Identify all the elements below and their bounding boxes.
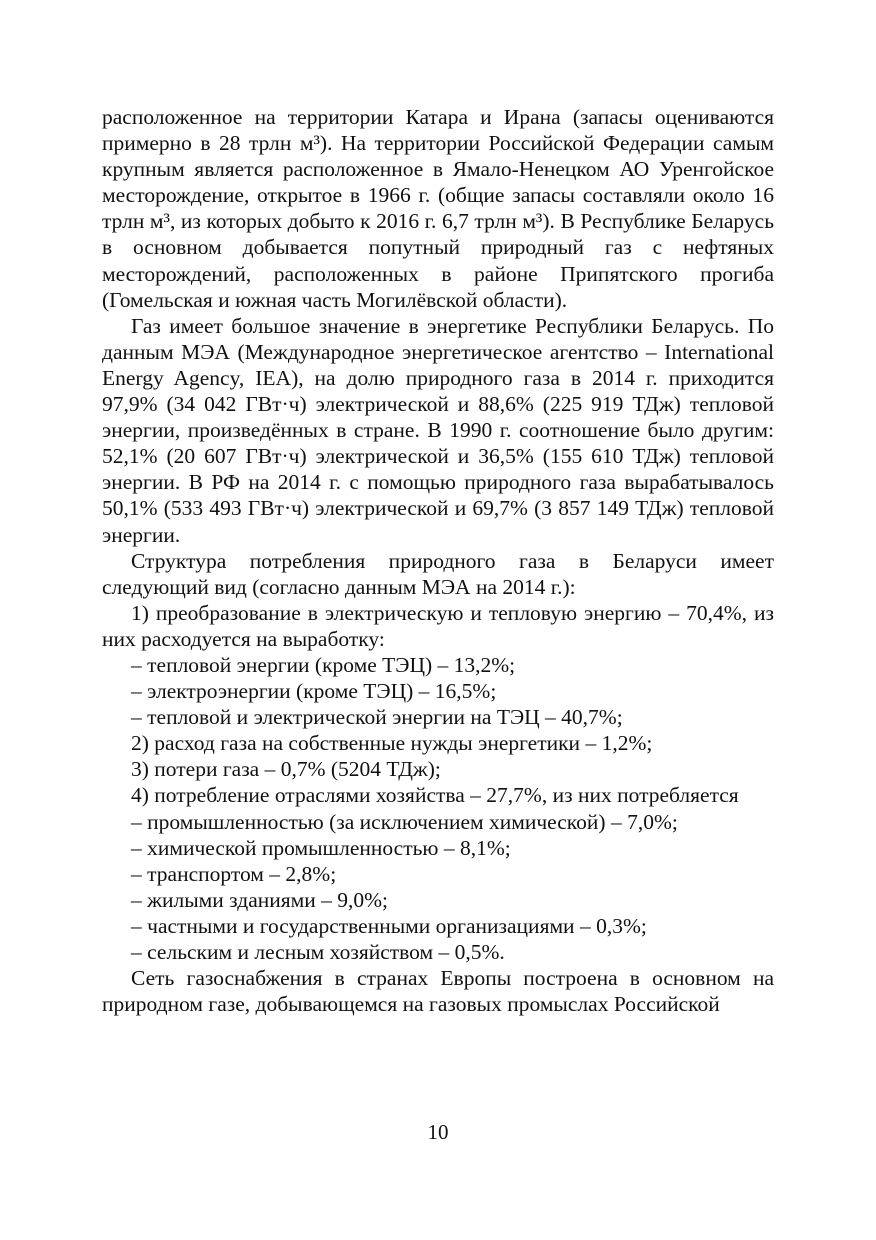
list-subitem-agriculture: – сельским и лесным хозяйством – 0,5%. <box>131 940 505 964</box>
list-subitem-transport: – транспортом – 2,8%; <box>131 861 337 886</box>
list-item-sectors: 4) потребление отраслями хозяйства – 27,7%, из них потребляется <box>131 783 739 808</box>
list-subitem-chemical: – химической промышленностью – 8,1%; <box>131 835 511 860</box>
list-item-losses: 3) потери газа – 0,7% (5204 ТДж); <box>131 757 441 782</box>
list-subitem-industry: – промышленностью (за исключением химической) – 7,0%; <box>131 809 678 834</box>
paragraph-europe-network: Сеть газоснабжения в странах Европы построена в основном на природном газе, добывающемся на газовых промыслах Российской <box>102 966 774 1017</box>
list-subitem-chp: – тепловой и электрической энергии на ТЭЦ – 40,7%; <box>131 705 623 730</box>
list-subitem-heat: – тепловой энергии (кроме ТЭЦ) – 13,2%; <box>131 652 516 677</box>
paragraph-consumption-structure: Структура потребления природного газа в Беларуси имеет следующий вид (согласно данным МЭА на 2014 г.): <box>102 548 774 599</box>
list-subitem-organizations: – частными и государственными организациями – 0,3%; <box>131 913 647 938</box>
paragraph-gas-energy-belarus: Газ имеет большое значение в энергетике Республики Беларусь. По данным МЭА (Международное энергетическое агентство – International Energy Agency, IEA), на долю природного газа в 2014 г. приходится 97,9% (34 042 ГВт·ч) электрической и 88,6% (225 919 ТДж) тепловой энергии, произведённых в стране. В 1990 г. соотношение было другим: 52,1% (20 607 ГВт·ч) электрической и 36,5% (155 610 ТДж) тепловой энергии. В РФ на 2014 г. с помощью природного газа вырабатывалось 50,1% (533 493 ГВт·ч) электрической и 69,7% (3 857 149 ТДж) тепловой энергии. <box>102 313 774 547</box>
list-item-own-needs: 2) расход газа на собственные нужды энергетики – 1,2%; <box>131 731 653 756</box>
body-text <box>102 104 774 1017</box>
list-subitem-residential: – жилыми зданиями – 9,0%; <box>131 887 389 912</box>
list-subitem-electricity: – электроэнергии (кроме ТЭЦ) – 16,5%; <box>131 679 497 704</box>
page-number: 10 <box>427 1120 449 1144</box>
paragraph-gas-reserves: расположенное на территории Катара и Ирана (запасы оцениваются примерно в 28 трлн м³). На территории Российской Федерации самым крупным является расположенное в Ямало-Ненецком АО Уренгойское месторождение, открытое в 1966 г. (общие запасы составляли около 16 трлн м³, из которых добыто к 2016 г. 6,7 трлн м³). В Республике Беларусь в основном добывается попутный природный газ с нефтяных месторождений, расположенных в районе Припятского прогиба (Гомельская и южная часть Могилёвской области). <box>102 105 774 312</box>
list-item-conversion: 1) преобразование в электрическую и тепловую энергию – 70,4%, из них расходуется на выработку: <box>102 600 774 651</box>
